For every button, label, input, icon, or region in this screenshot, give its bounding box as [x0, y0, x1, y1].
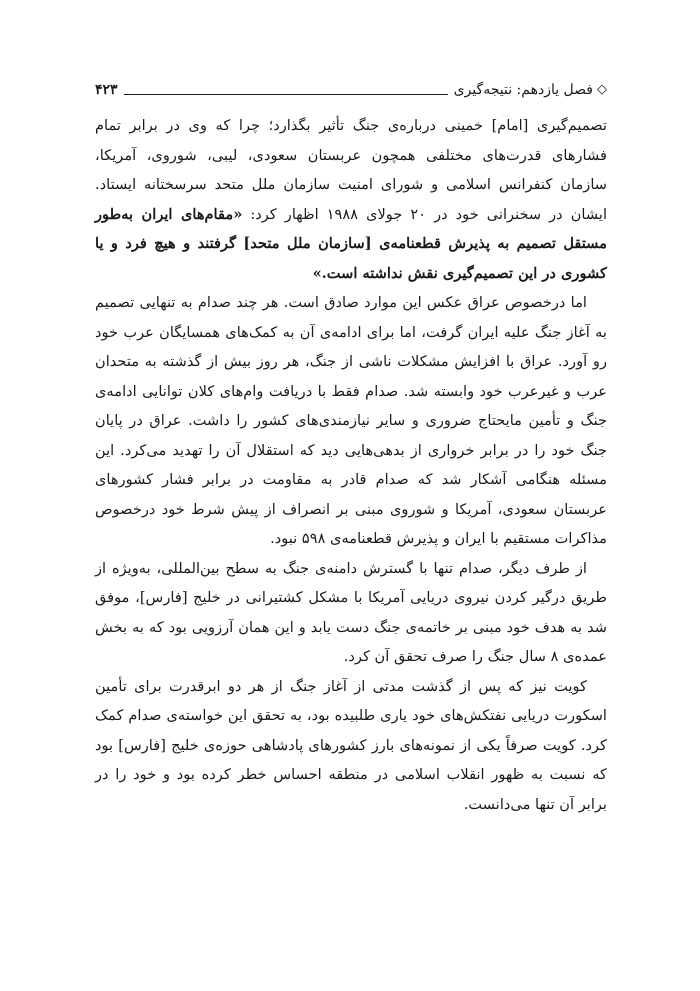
book-page — [95, 80, 607, 819]
diamond-ornament-icon: ◇ — [597, 82, 607, 97]
header-rule — [124, 94, 448, 95]
paragraph-4: کویت نیز که پس از گذشت مدتی از آغاز جنگ از هر دو ابرقدرت برای تأمین اسکورت دریایی نفتکش‌های خود یاری طلبیده بود، به تحقق این خواسته‌ی صدام کمک کرد. کویت صرفاً یکی از نمونه‌های بارز کشورهای پادشاهی حوزه‌ی خلیج [فارس] بود که نسبت به ظهور انقلاب اسلامی در منطقه احساس خطر کرده بود و خود را در برابر آن تنها می‌دانست. — [95, 677, 607, 813]
chapter-heading — [454, 80, 607, 100]
paragraph-1-quote: «مقام‌های ایران به‌طور مستقل تصمیم به پذیرش قطعنامه‌ی [سازمان ملل متحد] گرفتند و هیچ فرد و یا کشوری در این تصمیم‌گیری نقش نداشته است.» — [95, 205, 607, 282]
chapter-title: فصل یازدهم: نتیجه‌گیری — [453, 82, 593, 98]
page-body — [95, 111, 607, 819]
paragraph-1 — [95, 111, 607, 288]
running-header — [95, 80, 607, 100]
page-number: ۴۲۳ — [95, 82, 118, 98]
paragraph-3: از طرف دیگر، صدام تنها با گسترش دامنه‌ی جنگ به سطح بین‌المللی، به‌ویژه از طریق درگیر کردن نیروی دریایی آمریکا با مشکل کشتیرانی در خلیج [فارس]، موفق شد به هدف خود مبنی بر خاتمه‌ی جنگ دست یابد و این همان آرزویی بود که به بخش عمده‌ی ۸ سال جنگ را صرف تحقق آن کرد. — [95, 559, 607, 665]
paragraph-2: اما درخصوص عراق عکس این موارد صادق است. هر چند صدام به تنهایی تصمیم به آغاز جنگ علیه ایران گرفت، اما برای ادامه‌ی آن به کمک‌های همسایگان عرب خود رو آورد. عراق با افزایش مشکلات ناشی از جنگ، هر روز بیش از گذشته به متحدان عرب و غیرعرب خود وابسته شد. صدام فقط با دریافت وام‌های کلان توانایی ادامه‌ی جنگ و تأمین مایحتاج ضروری و سایر نیازمندی‌های کشور را داشت. عراق در پایان جنگ خود را در برابر خرواری از بدهی‌هایی دید که استقلال آن را تهدید می‌کرد. این مسئله هنگامی آشکار شد که صدام قادر به مقاومت در برابر فشار کشورهای عربستان سعودی، آمریکا و شوروی مبنی بر انصراف از پیش شرط خود درخصوص مذاکرات مستقیم با ایران و پذیرش قطعنامه‌ی ۵۹۸ نبود. — [95, 294, 607, 547]
paragraph-1-text: تصمیم‌گیری [امام] خمینی درباره‌ی جنگ تأثیر بگذارد؛ چرا که وی در برابر تمام فشارهای قدرت‌های مختلفی همچون عربستان سعودی، لیبی، شوروی، آمریکا، سازمان کنفرانس اسلامی و شورای امنیت سازمان ملل متحد سرسختانه ایستاد. ایشان در سخنرانی خود در ۲۰ جولای ۱۹۸۸ اظهار کرد: — [95, 117, 607, 223]
